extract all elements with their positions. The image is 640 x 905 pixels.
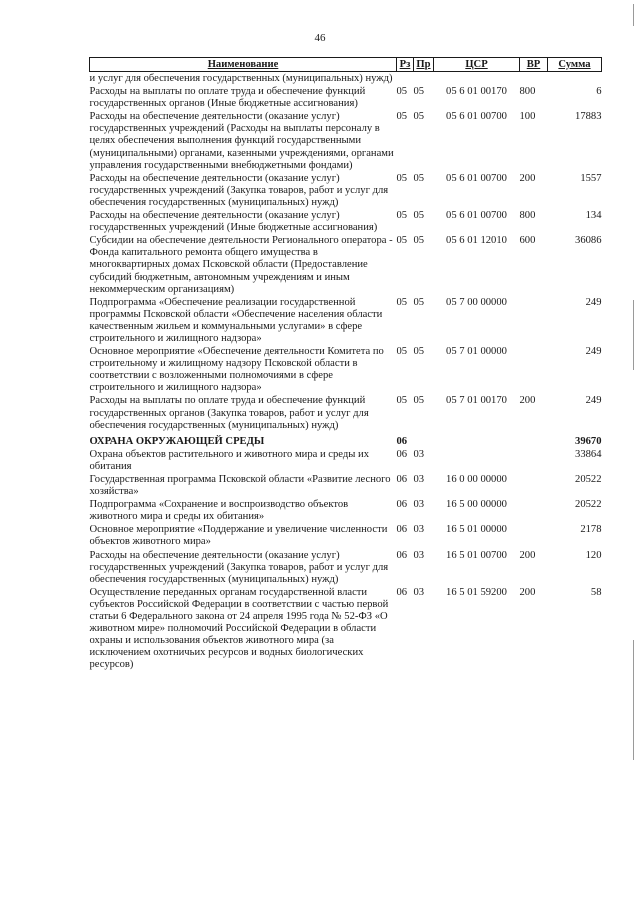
- column-header-csr: ЦСР: [434, 58, 520, 72]
- cell-sum: 36086: [575, 235, 602, 247]
- cell-rz: 05: [396, 111, 408, 123]
- table-row: [90, 448, 602, 473]
- table-row: [90, 209, 602, 234]
- cell-name: Расходы на выплаты по оплате труда и обеспечение функций государственных органов (Иные бюджетные ассигнования): [89, 86, 366, 110]
- cell-pr: 03: [413, 499, 425, 511]
- cell-rz: 06: [396, 474, 408, 485]
- table-row: [90, 523, 602, 548]
- cell-csr: 05 7 01 00000: [446, 346, 507, 358]
- cell-rz: 05: [396, 296, 408, 308]
- table-row: [90, 345, 602, 394]
- cell-name: Расходы на обеспечение деятельности (оказание услуг) государственных учреждений (Закупка товаров, работ и услуг для обеспечения государственных (муниципальных) нужд): [89, 549, 389, 585]
- cell-pr: 03: [413, 549, 425, 561]
- cell-name: ОХРАНА ОКРУЖАЮЩЕЙ СРЕДЫ: [89, 435, 265, 447]
- table-header-row: [90, 58, 602, 72]
- cell-vr: [520, 432, 548, 448]
- cell-rz: 05: [396, 86, 408, 98]
- cell-name: Подпрограмма «Сохранение и воспроизводство объектов животного мира и среды их обитания»: [89, 499, 349, 523]
- cell-vr: 600: [519, 235, 536, 247]
- cell-vr: 200: [519, 586, 536, 598]
- cell-csr: 05 7 00 00000: [446, 296, 507, 308]
- cell-pr: 03: [413, 524, 425, 536]
- cell-rz: 06: [396, 549, 408, 561]
- cell-csr: [434, 432, 520, 448]
- cell-pr: 05: [413, 172, 425, 184]
- cell-vr: [520, 296, 548, 345]
- cell-pr: 03: [413, 448, 425, 460]
- cell-name: Государственная программа Псковской области «Развитие лесного хозяйства»: [89, 474, 391, 498]
- cell-pr: [414, 432, 434, 448]
- cell-pr: 05: [413, 111, 425, 123]
- cell-sum: 20522: [575, 499, 602, 511]
- cell-sum: 6: [596, 86, 602, 98]
- table-row: [90, 110, 602, 171]
- cell-csr: 05 6 01 00700: [446, 210, 507, 222]
- cell-csr: 05 6 01 12010: [446, 235, 507, 247]
- cell-sum: 249: [585, 346, 602, 358]
- table-row: [90, 473, 602, 498]
- cell-sum: 1557: [580, 172, 602, 184]
- cell-sum: 39670: [575, 435, 602, 447]
- cell-name: Расходы на обеспечение деятельности (оказание услуг) государственных учреждений (Расходы на выплаты персоналу в целях обеспечения выполнения функций государственными (муниципальными) органами, казенными учреждениями, органами управления государственными внебюджетными фондами): [89, 111, 394, 171]
- table-row: [90, 586, 602, 672]
- table-row: [90, 498, 602, 523]
- cell-rz: 06: [396, 524, 408, 536]
- cell-sum: 134: [585, 210, 602, 222]
- cell-name: Основное мероприятие «Обеспечение деятельности Комитета по строительному и жилищному надзору Псковской области в соответствии с возложенными полномочиями в сфере строительного и жилищного надзора»: [89, 346, 384, 394]
- cell-rz: 05: [396, 235, 408, 247]
- scan-edge-mark: [633, 4, 634, 26]
- scan-edge-mark: [633, 640, 634, 760]
- budget-table: [89, 57, 602, 672]
- cell-pr: 05: [413, 210, 425, 222]
- cell-sum: [548, 72, 602, 86]
- column-header-sum: Сумма: [548, 58, 602, 72]
- cell-pr: 03: [413, 474, 425, 485]
- table-row: [90, 72, 602, 86]
- cell-vr: 200: [519, 395, 536, 407]
- cell-sum: 249: [585, 296, 602, 308]
- table-row: [90, 296, 602, 345]
- cell-rz: 05: [396, 346, 408, 358]
- cell-pr: [414, 72, 434, 86]
- cell-rz: 05: [396, 210, 408, 222]
- table-row: [90, 172, 602, 209]
- cell-sum: 17883: [575, 111, 602, 123]
- cell-sum: 120: [585, 549, 602, 561]
- table-row: [90, 394, 602, 431]
- column-header-pr: Пр: [414, 58, 434, 72]
- cell-name: Осуществление переданных органам государственной власти субъектов Российской Федерации в соответствии с частью первой статьи 6 Федерального закона от 24 апреля 1995 года № 52-ФЗ «О животном мире» полномочий Российской Федерации в области охраны и использования объектов животного мира (за исключением охотничьих ресурсов и водных биологических ресурсов): [89, 586, 389, 671]
- section-heading-row: [90, 432, 602, 448]
- cell-sum: 2178: [580, 524, 602, 536]
- scan-edge-mark: [633, 300, 634, 370]
- cell-pr: 03: [413, 586, 425, 598]
- table-row: [90, 85, 602, 110]
- cell-rz: 06: [396, 435, 408, 447]
- cell-name: Основное мероприятие «Поддержание и увеличение численности объектов животного мира»: [89, 524, 388, 548]
- cell-sum: 20522: [575, 474, 602, 485]
- cell-csr: 16 5 00 00000: [446, 499, 507, 511]
- cell-pr: 05: [413, 296, 425, 308]
- column-header-name: Наименование: [90, 58, 397, 72]
- cell-sum: 58: [590, 586, 602, 598]
- cell-pr: 05: [413, 346, 425, 358]
- table-row: [90, 549, 602, 586]
- cell-pr: 05: [413, 86, 425, 98]
- cell-vr: 200: [519, 549, 536, 561]
- cell-rz: 06: [396, 586, 408, 598]
- cell-vr: [520, 498, 548, 523]
- cell-rz: 06: [396, 448, 408, 460]
- cell-vr: [520, 72, 548, 86]
- column-header-rz: Рз: [397, 58, 414, 72]
- cell-vr: 100: [519, 111, 536, 123]
- cell-rz: 05: [396, 172, 408, 184]
- cell-csr: 16 0 00 00000: [446, 474, 507, 485]
- cell-sum: 33864: [575, 448, 602, 460]
- cell-vr: [520, 448, 548, 473]
- cell-csr: [434, 72, 520, 86]
- cell-rz: 06: [396, 499, 408, 511]
- cell-csr: [434, 448, 520, 473]
- cell-csr: 05 6 01 00700: [446, 172, 507, 184]
- cell-name: Охрана объектов растительного и животного мира и среды их обитания: [89, 448, 369, 472]
- cell-csr: 16 5 01 59200: [446, 586, 507, 598]
- table-row: [90, 234, 602, 295]
- cell-sum: 249: [585, 395, 602, 407]
- cell-vr: 800: [519, 210, 536, 222]
- cell-rz: 05: [396, 395, 408, 407]
- page-number: 46: [314, 32, 326, 44]
- cell-rz: [397, 72, 414, 86]
- cell-name: Субсидии на обеспечение деятельности Регионального оператора - Фонда капитального ремонта общего имущества в многоквартирных домах Псковской области (Предоставление субсидий бюджетным, автономным учреждениям и иным некоммерческим организациям): [89, 235, 393, 295]
- cell-csr: 05 6 01 00170: [446, 86, 507, 98]
- cell-pr: 05: [413, 395, 425, 407]
- cell-name: Подпрограмма «Обеспечение реализации государственной программы Псковской области «Обеспечение населения области качественным жильем и коммунальными услугами» в сфере строительного и жилищного надзора»: [89, 296, 383, 344]
- cell-vr: [520, 345, 548, 394]
- cell-pr: 05: [413, 235, 425, 247]
- cell-name: и услуг для обеспечения государственных (муниципальных) нужд): [89, 73, 393, 84]
- column-header-vr: ВР: [520, 58, 548, 72]
- cell-csr: 16 5 01 00000: [446, 524, 507, 536]
- cell-name: Расходы на выплаты по оплате труда и обеспечение функций государственных органов (Закупка товаров, работ и услуг для обеспечения государственных (муниципальных) нужд): [89, 395, 369, 431]
- cell-name: Расходы на обеспечение деятельности (оказание услуг) государственных учреждений (Иные бюджетные ассигнования): [89, 210, 378, 234]
- cell-vr: [520, 523, 548, 548]
- cell-name: Расходы на обеспечение деятельности (оказание услуг) государственных учреждений (Закупка товаров, работ и услуг для обеспечения государственных (муниципальных) нужд): [89, 172, 389, 208]
- cell-csr: 05 6 01 00700: [446, 111, 507, 123]
- cell-vr: [520, 473, 548, 498]
- cell-csr: 05 7 01 00170: [446, 395, 507, 407]
- cell-csr: 16 5 01 00700: [446, 549, 507, 561]
- cell-vr: 800: [519, 86, 536, 98]
- cell-vr: 200: [519, 172, 536, 184]
